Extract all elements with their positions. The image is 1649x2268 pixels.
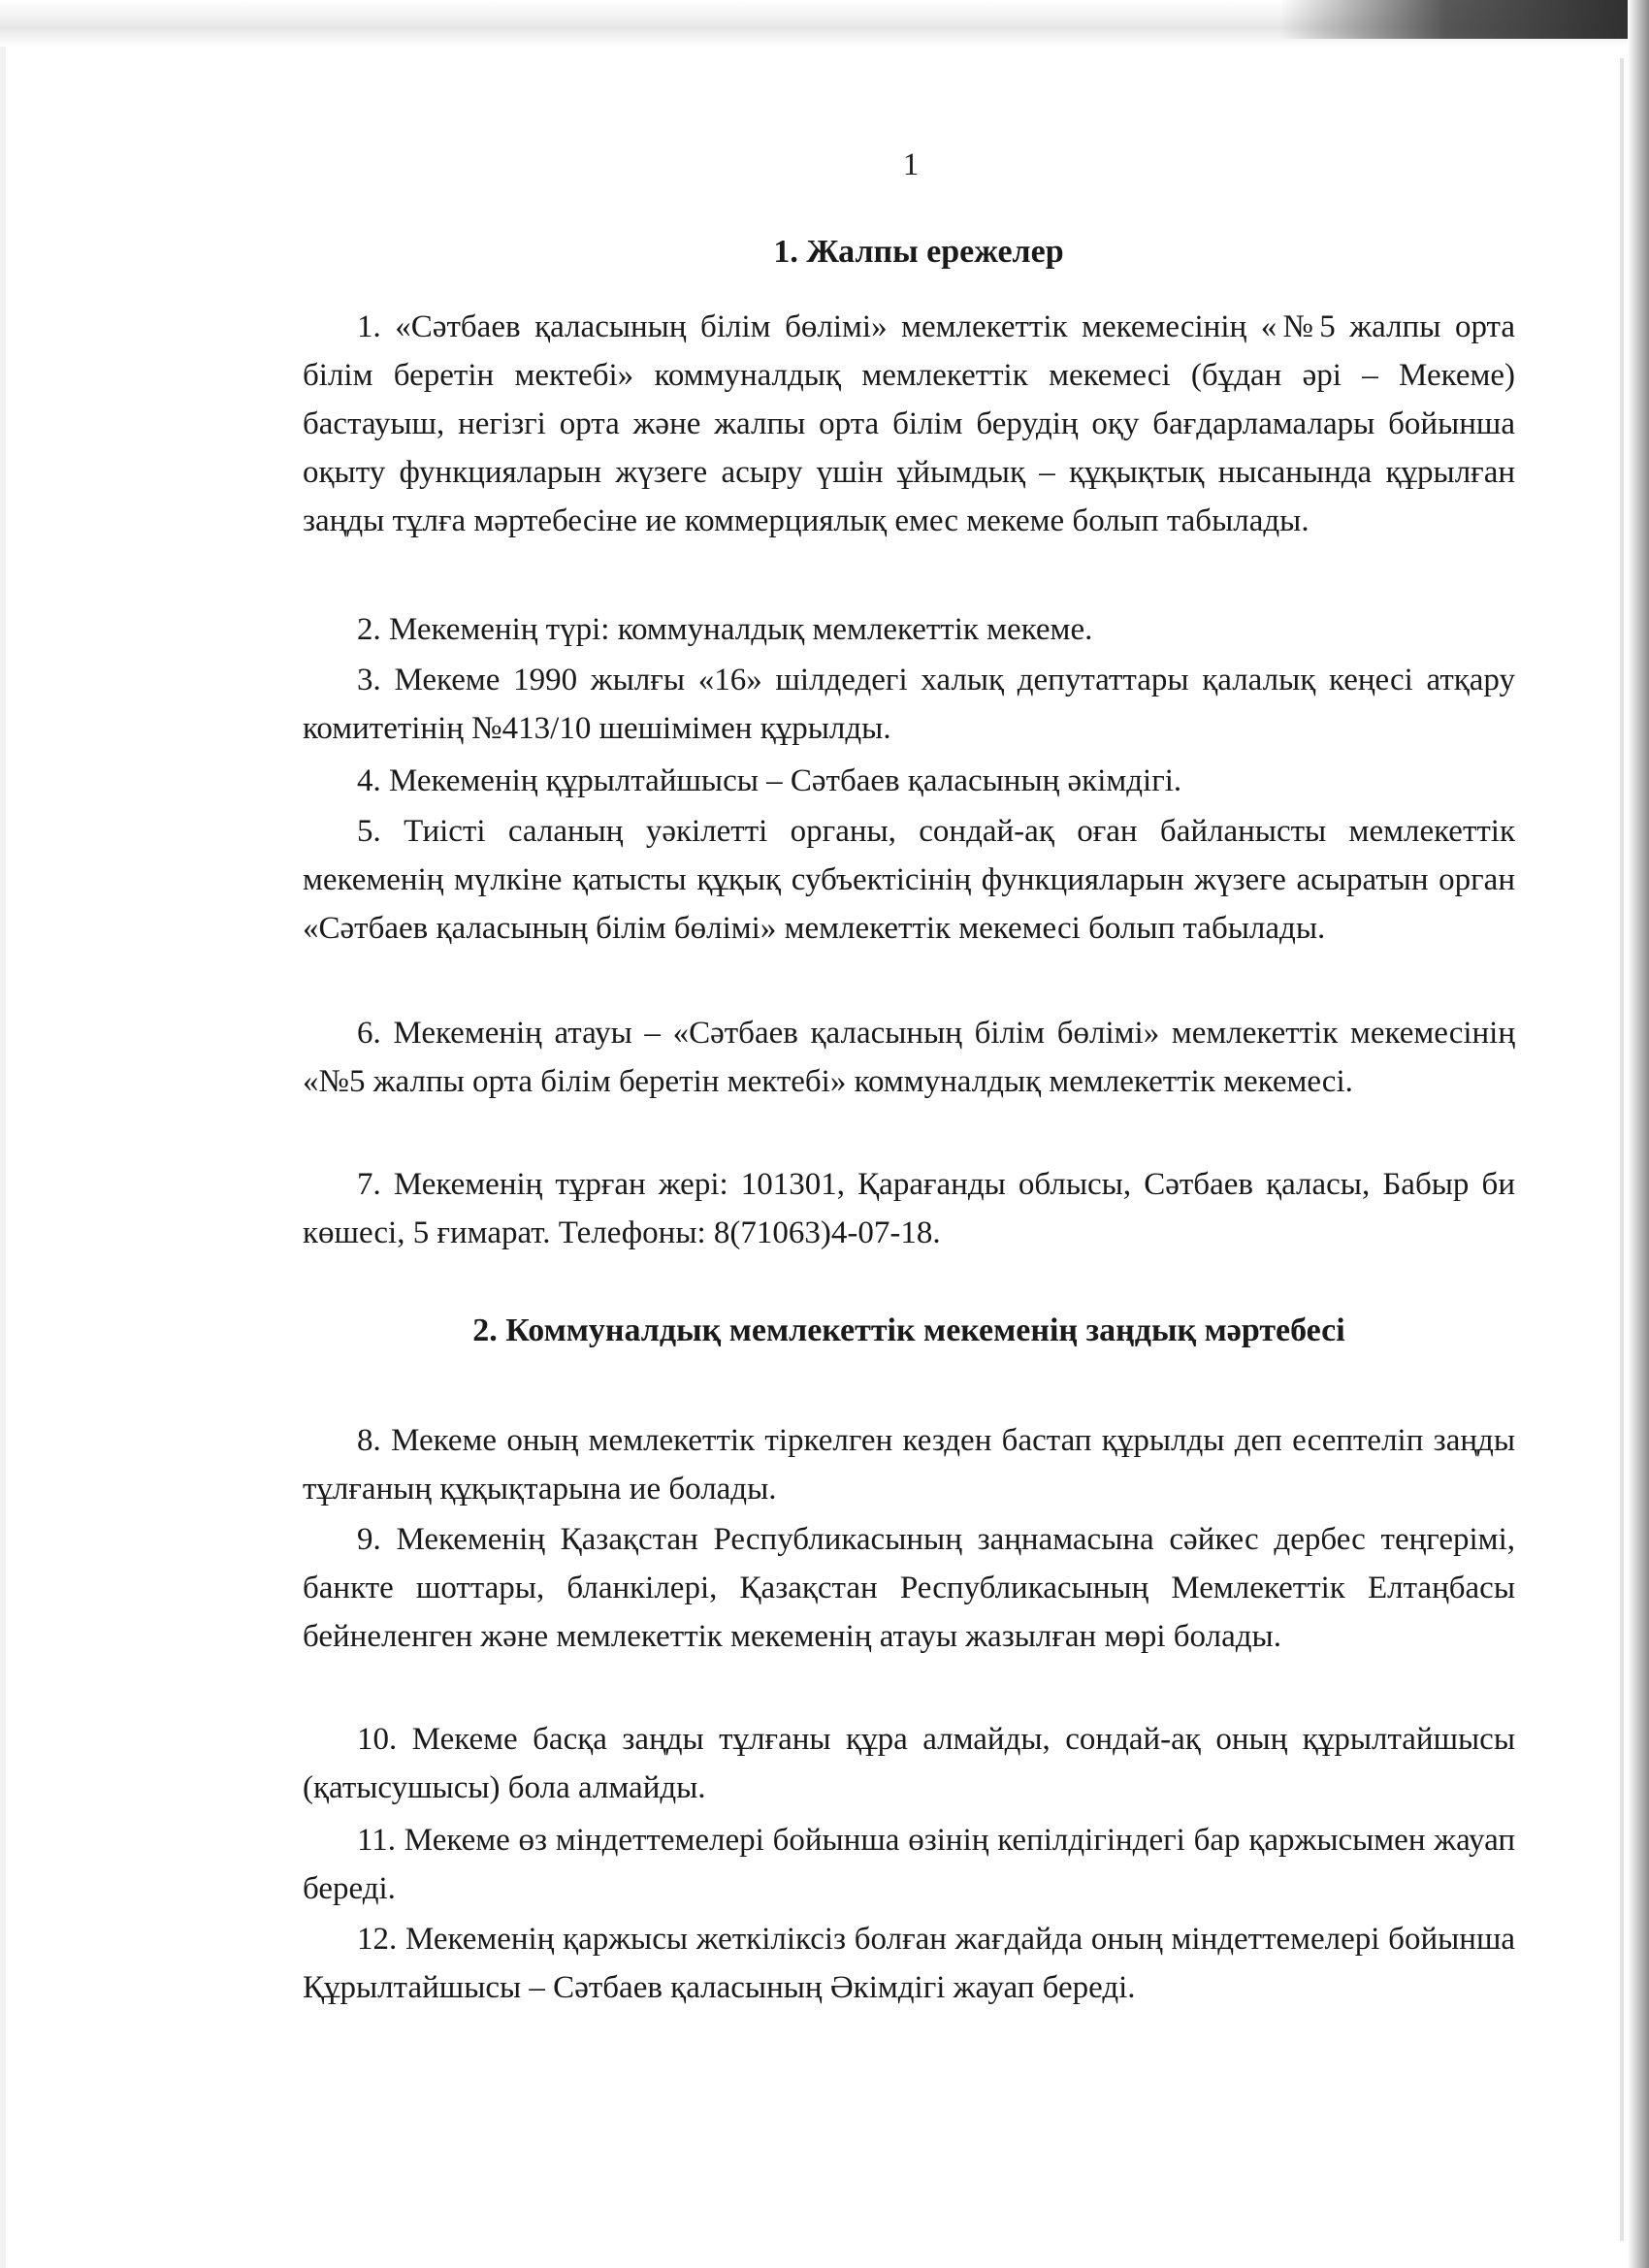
paragraph-10: 10. Мекеме басқа заңды тұлғаны құра алмайды, сондай-ақ оның құрылтайшысы (қатысушысы) бола алмайды. [303, 1722, 1515, 1805]
scan-sheet-edge [1620, 58, 1624, 2241]
section-2-title: 2. Коммуналдық мемлекеттік мекеменің заңдық мәртебесі [472, 1312, 1345, 1348]
paragraph-7: 7. Мекеменің тұрған жері: 101301, Қарағанды облысы, Сәтбаев қаласы, Бабыр би көшесі, 5 ғимарат. Телефоны: 8(71063)4-07-18. [303, 1167, 1515, 1250]
paragraph-5: 5. Тиісті саланың уәкілетті органы, сондай-ақ оған байланысты мемлекеттік мекеменің мүлкіне қатысты құқық субъектісінің функцияларын жүзеге асыратын орган «Сәтбаев қаласының білім бөлімі» мемлекеттік мекемесі болып табылады. [303, 814, 1515, 946]
paragraph-6: 6. Мекеменің атауы – «Сәтбаев қаласының білім бөлімі» мемлекеттік мекемесінің «№5 жалпы орта білім беретін мектебі» коммуналдық мемлекеттік мекемесі. [303, 1016, 1515, 1099]
paragraph-8: 8. Мекеме оның мемлекеттік тіркелген кезден бастап құрылды деп есептеліп заңды тұлғаның құқықтарына ие болады. [303, 1423, 1515, 1507]
scan-shadow-top [1280, 0, 1649, 39]
section-1-title: 1. Жалпы ережелер [773, 234, 1064, 270]
paragraph-4: 4. Мекеменің құрылтайшысы – Сәтбаев қаласының әкімдігі. [357, 763, 1182, 798]
paragraph-9: 9. Мекеменің Қазақстан Республикасының заңнамасына сәйкес дербес теңгерімі, банкте шоттары, бланкілері, Қазақстан Республикасының Мемлекеттік Елтаңбасы бейнеленген және мемлекеттік мекеменің атауы жазылған мөрі болады. [303, 1522, 1515, 1654]
paragraph-3: 3. Мекеме 1990 жылғы «16» шілдедегі халық депутаттары қалалық кеңесі атқару комитетінің №413/10 шешімімен құрылды. [303, 663, 1515, 746]
paragraph-1: 1. «Сәтбаев қаласының білім бөлімі» мемлекеттік мекемесінің «№5 жалпы орта білім беретін мектебі» коммуналдық мемлекеттік мекемесі (бұдан әрі – Мекеме) бастауыш, негізгі орта және жалпы орта білім берудің оқу бағдарламалары бойынша оқыту функцияларын жүзеге асыру үшін ұйымдық – құқықтық нысанында құрылған заңды тұлға мәртебесіне ие коммерциялық емес мекеме болып табылады. [303, 309, 1515, 538]
paragraph-11: 11. Мекеме өз міндеттемелері бойынша өзінің кепілдігіндегі бар қаржысымен жауап береді. [303, 1823, 1515, 1906]
scan-edge-left [0, 0, 6, 2268]
paragraph-2: 2. Мекеменің түрі: коммуналдық мемлекеттік мекеме. [357, 612, 1093, 647]
paragraph-12: 12. Мекеменің қаржысы жеткіліксіз болған жағдайда оның міндеттемелері бойынша Құрылтайшысы – Сәтбаев қаласының Әкімдігі жауап береді. [303, 1922, 1515, 2005]
scan-edge-right [1628, 0, 1649, 2268]
page-number: 1 [902, 147, 920, 182]
